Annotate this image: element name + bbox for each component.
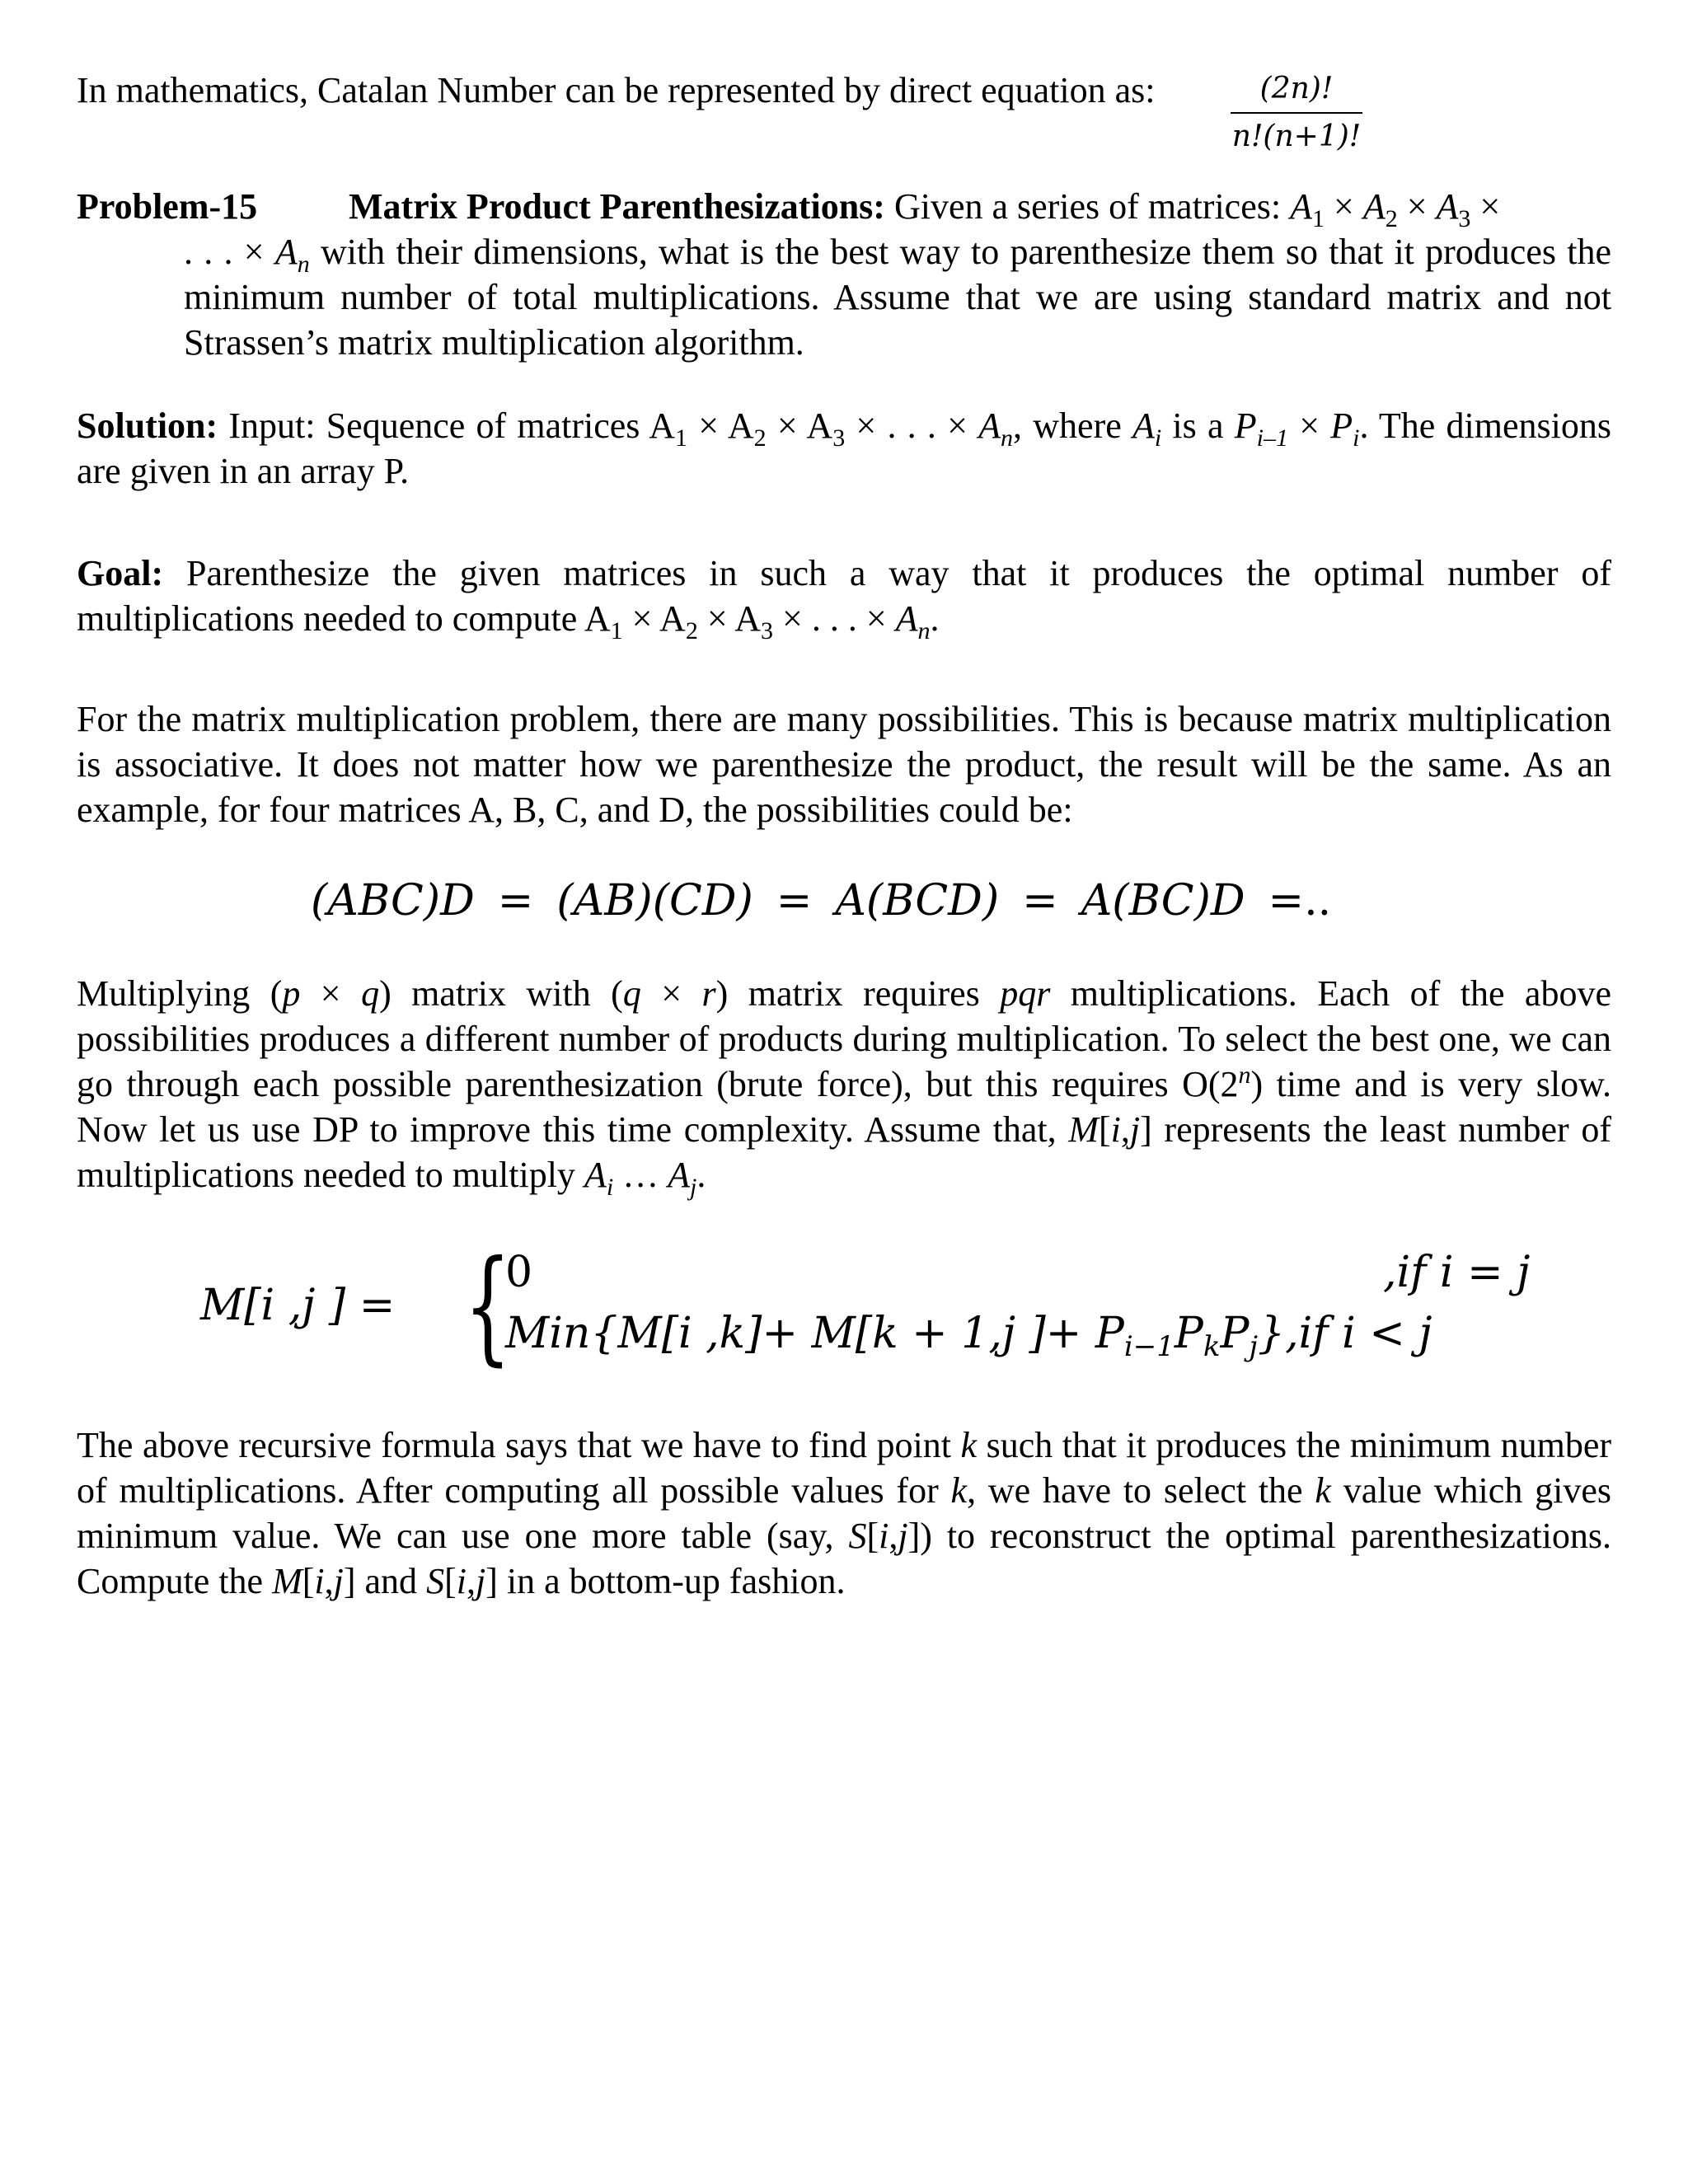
complexity-paragraph: Multiplying (p × q) matrix with (q × r) matrix requires pqr multiplications. Each of the above possibilities produces a different number of products during multiplication. To select the best one, we can go through each possible parenthesization (brute force), but this requires O(2$^n$) time and is very slow. Now let us use DP to improve this time complexity. Assume that, M[i,j] represents the least number of multiplications needed to multiply $A_i$ … $A_j$. (77, 973, 1611, 1201)
fraction-bar (1231, 112, 1362, 114)
goal-paragraph: Goal: Parenthesize the given matrices in such a way that it produces the optimal number of multiplications needed to compute $A_1 \times A_2 \times A_3$ × . . . × $A_n$. (77, 553, 1611, 644)
recurrence-formula (77, 1235, 1611, 1378)
fraction-denominator: n!(n+1)! (1231, 120, 1362, 153)
recurrence-general-case: Min{M[i ,k]+ M[k + 1,j ]+ Pi−1PkPj},if i < j (505, 1309, 1432, 1363)
recurrence-lhs: M[i ,j ] = (200, 1281, 396, 1330)
catalan-intro: In mathematics, Catalan Number can be represented by direct equation as: (77, 70, 1156, 110)
problem-body: . . . × $A_n$ with their dimensions, what is the best way to parenthesize them so that it produces the minimum number of total multiplications. Assume that we are using standard matrix and not Strassen’s matrix multiplication algorithm. (184, 232, 1611, 363)
parenthesization-equation: (ABC)D = (AB)(CD) = A(BCD) = A(BC)D =.. (311, 876, 1332, 926)
problem-tag: Problem-15 (77, 186, 258, 227)
reconstruction-paragraph: The above recursive formula says that we have to find point k such that it produces the minimum number of multiplications. After computing all possible values for k, we have to select the k value which gives minimum value. We can use one more table (say, S[i,j]) to reconstruct the optimal parenthesizations. Compute the M[i,j] and S[i,j] in a bottom-up fashion. (77, 1425, 1612, 1601)
problem-title: Matrix Product Parenthesizations: (349, 186, 885, 227)
goal-label: Goal: (77, 553, 164, 593)
recurrence-base-case: 0 (505, 1248, 533, 1297)
associativity-paragraph: For the matrix multiplication problem, there are many possibilities. This is because matrix multiplication is associative. It does not matter how we parenthesize the product, the result will be the same. As an example, for four matrices A, B, C, and D, the possibilities could be: (77, 699, 1611, 830)
problem-statement: Problem-15 Matrix Product Parenthesizations: Given a series of matrices: $A_1 \times A_2 \times A_3$ × . . . × $A_n$ with their dimensions, what is the best way to parenthesize them so that it produces the minimum number of total multiplications. Assume that we are using standard matrix and not Strassen’s matrix multiplication algorithm. (77, 184, 1611, 365)
recurrence-base-condition: ,if i = j (1383, 1248, 1531, 1297)
solution-label: Solution: (77, 405, 218, 446)
solution-paragraph: Solution: Input: Sequence of matrices $A_1 \times A_2 \times A_3$ × . . . × $A_n$, where $A_i$ is a $P_{i-1} \times P_i$. The dimensions are given in an array P. (77, 405, 1611, 491)
left-brace: { (464, 1235, 512, 1378)
catalan-fraction (1231, 69, 1362, 157)
fraction-numerator: (2n)! (1259, 72, 1334, 105)
